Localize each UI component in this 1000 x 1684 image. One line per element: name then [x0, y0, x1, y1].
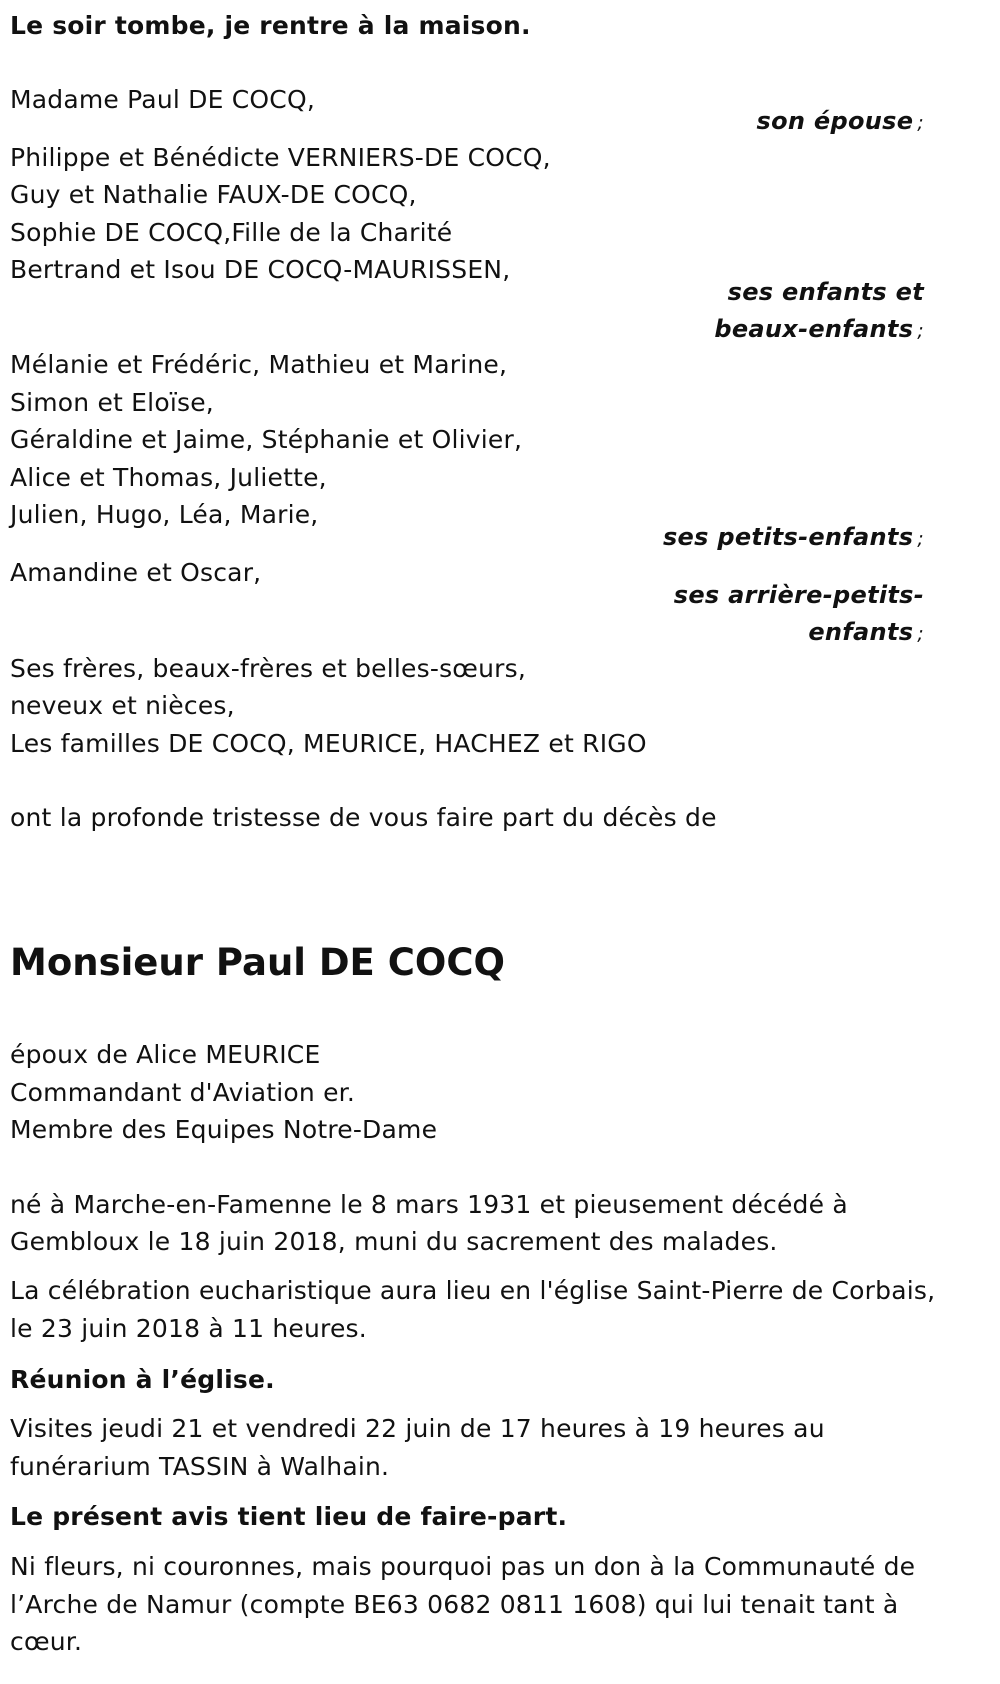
- grandchildren-line: Géraldine et Jaime, Stéphanie et Olivier,: [10, 425, 523, 454]
- children-role-text: beaux-enfants: [714, 315, 914, 343]
- children-line: Guy et Nathalie FAUX-DE COCQ,: [10, 180, 417, 209]
- notice-line: Le présent avis tient lieu de faire-part.: [10, 1502, 568, 1531]
- family-line: neveux et nièces,: [10, 691, 235, 720]
- grandchildren-line: Alice et Thomas, Juliette,: [10, 463, 327, 492]
- intro-line: Le soir tombe, je rentre à la maison.: [10, 11, 531, 40]
- grandchildren-line: Simon et Eloïse,: [10, 388, 214, 417]
- family-line: Les familles DE COCQ, MEURICE, HACHEZ et RIGO: [10, 729, 647, 758]
- spouse-role-sep: ;: [917, 112, 924, 134]
- donation-line: l’Arche de Namur (compte BE63 0682 0811 1608) qui lui tenait tant à: [10, 1590, 899, 1619]
- detail-line: époux de Alice MEURICE: [10, 1040, 321, 1069]
- deceased-name: Monsieur Paul DE COCQ: [10, 941, 505, 984]
- grandchildren-role-sep: ;: [917, 528, 924, 550]
- grandchildren-role-text: ses petits-enfants: [662, 523, 914, 551]
- announcement: ont la profonde tristesse de vous faire part du décès de: [10, 803, 717, 832]
- children-line: Philippe et Bénédicte VERNIERS-DE COCQ,: [10, 143, 551, 172]
- grandchildren-line: Julien, Hugo, Léa, Marie,: [10, 500, 319, 529]
- detail-line: Membre des Equipes Notre-Dame: [10, 1115, 438, 1144]
- donation-line: Ni fleurs, ni couronnes, mais pourquoi pas un don à la Communauté de: [10, 1552, 916, 1581]
- great-grandchildren-role-line2: [808, 612, 924, 654]
- detail-line: Commandant d'Aviation er.: [10, 1078, 355, 1107]
- birth-death-line: Gembloux le 18 juin 2018, muni du sacrement des malades.: [10, 1227, 778, 1256]
- children-role-sep: ;: [917, 320, 924, 342]
- visits-line: funérarium TASSIN à Walhain.: [10, 1452, 390, 1481]
- children-role-line2: [714, 309, 924, 351]
- children-line: Sophie DE COCQ,Fille de la Charité: [10, 218, 453, 247]
- grandchildren-role: [663, 517, 924, 559]
- spouse-role-text: son épouse: [756, 107, 914, 135]
- ceremony-line: La célébration eucharistique aura lieu en l'église Saint-Pierre de Corbais,: [10, 1276, 936, 1305]
- meeting-note: Réunion à l’église.: [10, 1365, 275, 1394]
- family-line: Ses frères, beaux-frères et belles-sœurs,: [10, 654, 526, 683]
- visits-line: Visites jeudi 21 et vendredi 22 juin de 17 heures à 19 heures au: [10, 1414, 825, 1443]
- birth-death-line: né à Marche-en-Famenne le 8 mars 1931 et pieusement décédé à: [10, 1190, 848, 1219]
- spouse-role: [756, 101, 924, 143]
- great-grandchildren-line: Amandine et Oscar,: [10, 558, 262, 587]
- donation-line: cœur.: [10, 1627, 83, 1656]
- spouse-name: Madame Paul DE COCQ,: [10, 85, 315, 114]
- great-grandchildren-role-sep: ;: [917, 623, 924, 645]
- great-grandchildren-role-text: enfants: [808, 618, 914, 646]
- ceremony-line: le 23 juin 2018 à 11 heures.: [10, 1314, 367, 1343]
- children-line: Bertrand et Isou DE COCQ-MAURISSEN,: [10, 255, 511, 284]
- great-grandchildren-role-line1: ses arrière-petits-: [673, 581, 924, 609]
- grandchildren-line: Mélanie et Frédéric, Mathieu et Marine,: [10, 350, 508, 379]
- children-role-line1: ses enfants et: [727, 278, 924, 306]
